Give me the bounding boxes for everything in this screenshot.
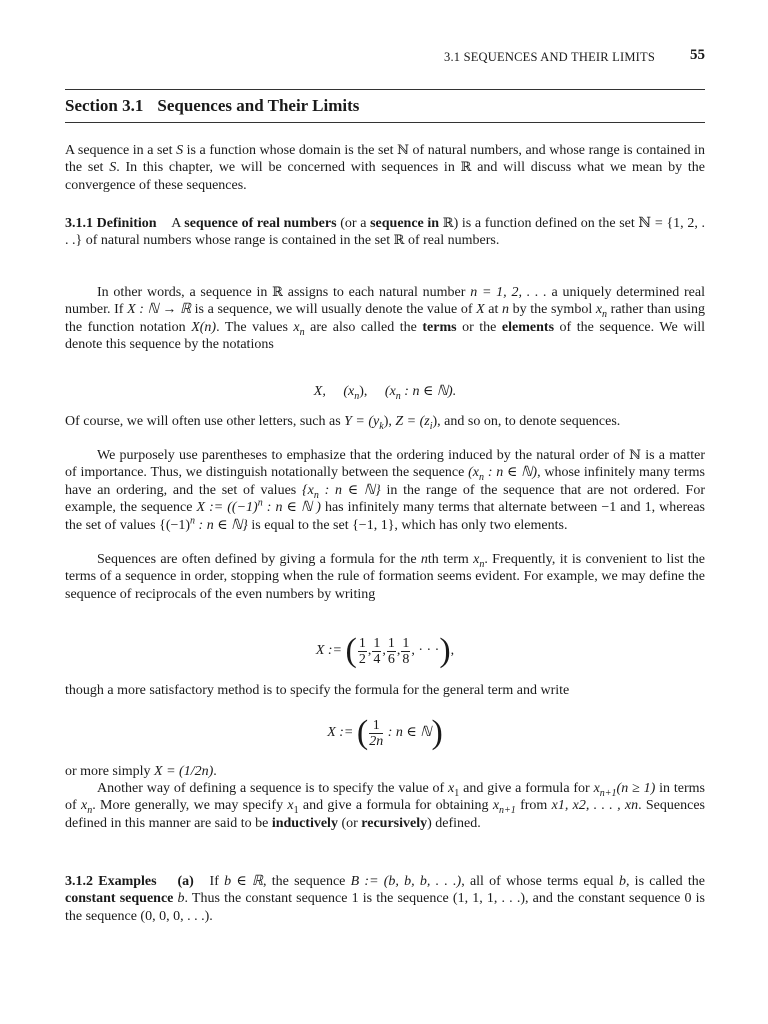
display-reciprocals: X := ( $\frac{1}{2}$ , $\frac{1}{4}$ , $\frac{1}{6}$ , $\frac{1}{8}$ , · · ·), — [315, 632, 455, 669]
examples-3-1-2: 3.1.2 Examples (a) If b ∈ ℝ, the sequence B := (b, b, b, . . .), all of whose terms equal b, is called the constant sequence b. Thus the constant sequence 1 is the sequence (1, 1, 1, . . .), and the constant sequence 0 is the sequence (0, 0, 0, . . .). — [65, 874, 706, 924]
fraction-1-8: $\frac{1}{8}$ — [402, 635, 410, 667]
paragraph-inductive: Another way of defining a sequence is to specify the value of $x_1$ and give a formula for $x_{n+1}(n \ge 1)$ in terms of $x_n$. More generally, we may specify $x_1$ and give a formula for obtaining $x_{n+1}$ from x1, x2, . . . , xn. Sequences defined in this manner are said to be inductively (or recursively) defined. — [65, 781, 705, 831]
examples-label: 3.1.2 Examples — [65, 874, 157, 889]
running-head — [0, 49, 768, 67]
fraction-1-4: $\frac{1}{4}$ — [373, 635, 381, 667]
display-notations: X, $(x_n)$, ($x_n$ : n ∈ ℕ). — [313, 384, 457, 402]
section-title — [65, 96, 359, 116]
definition-3-1-1: 3.1.1 Definition A sequence of real numbers (or a sequence in ℝ) is a function defined on the set ℕ = {1, 2, . . .} of natural numbers whose range is contained in the set ℝ of real numbers. — [65, 216, 706, 249]
fraction-1-6: $\frac{1}{6}$ — [387, 635, 395, 667]
section-number: Section 3.1 — [65, 96, 144, 115]
paragraph-formula: Sequences are often defined by giving a formula for the nth term $x_n$. Frequently, it is convenient to list the terms of a sequence in order, stopping when the rule of formation seems evident. For example, we may define the sequence of reciprocals of the even numbers by writing — [65, 552, 705, 602]
fraction-1-2: $\frac{1}{2}$ — [358, 635, 366, 667]
paragraph-notation: In other words, a sequence in ℝ assigns to each natural number n = 1, 2, . . . a uniquely determined real number. If X : ℕ → ℝ is a sequence, we will usually denote the value of X at n by the symbol $x_n$ rather than using the function notation X(n). The values $x_n$ are also called the terms or the elements of the sequence. We will denote this sequence by the notations — [65, 285, 706, 353]
section-rule-top — [65, 89, 705, 90]
fraction-1-2n: $\frac{1}{2n}$ — [369, 717, 384, 749]
paragraph-parentheses: We purposely use parentheses to emphasize that the ordering induced by the natural order of ℕ is a matter of importance. Thus, we distinguish notationally between the sequence ($x_n$ : n ∈ ℕ), whose infinitely many terms have an ordering, and the set of values {$x_n$ : n ∈ ℕ} in the range of the sequence that are not ordered. For example, the sequence X := ($(-1)^n$ : n ∈ ℕ ) has infinitely many terms that alternate between −1 and 1, whereas the set of values {$(-1)^n$ : n ∈ ℕ} is equal to the set {−1, 1}, which has only two elements. — [65, 448, 705, 533]
paragraph-other-letters: Of course, we will often use other letters, such as $Y = (y_k)$, $Z = (z_i)$, and so on, to denote sequences. — [65, 414, 621, 432]
paragraph-more-simply: or more simply X = (1/2n). — [65, 764, 217, 779]
running-head-title: 3.1 SEQUENCES AND THEIR LIMITS — [444, 50, 655, 64]
section-rule-bottom — [65, 122, 705, 123]
paragraph-general-term: though a more satisfactory method is to specify the formula for the general term and write — [65, 683, 570, 698]
section-heading: Sequences and Their Limits — [157, 96, 360, 115]
definition-label: 3.1.1 Definition — [65, 216, 157, 231]
display-general-term: X := ( $\frac{1}{2n}$ : n ∈ ℕ) — [327, 714, 443, 751]
intro-paragraph: A sequence in a set S is a function whose domain is the set ℕ of natural numbers, and whose range is contained in the set S. In this chapter, we will be concerned with sequences in ℝ and will discuss what we mean by the convergence of these sequences. — [65, 143, 706, 193]
page-number: 55 — [690, 47, 705, 63]
